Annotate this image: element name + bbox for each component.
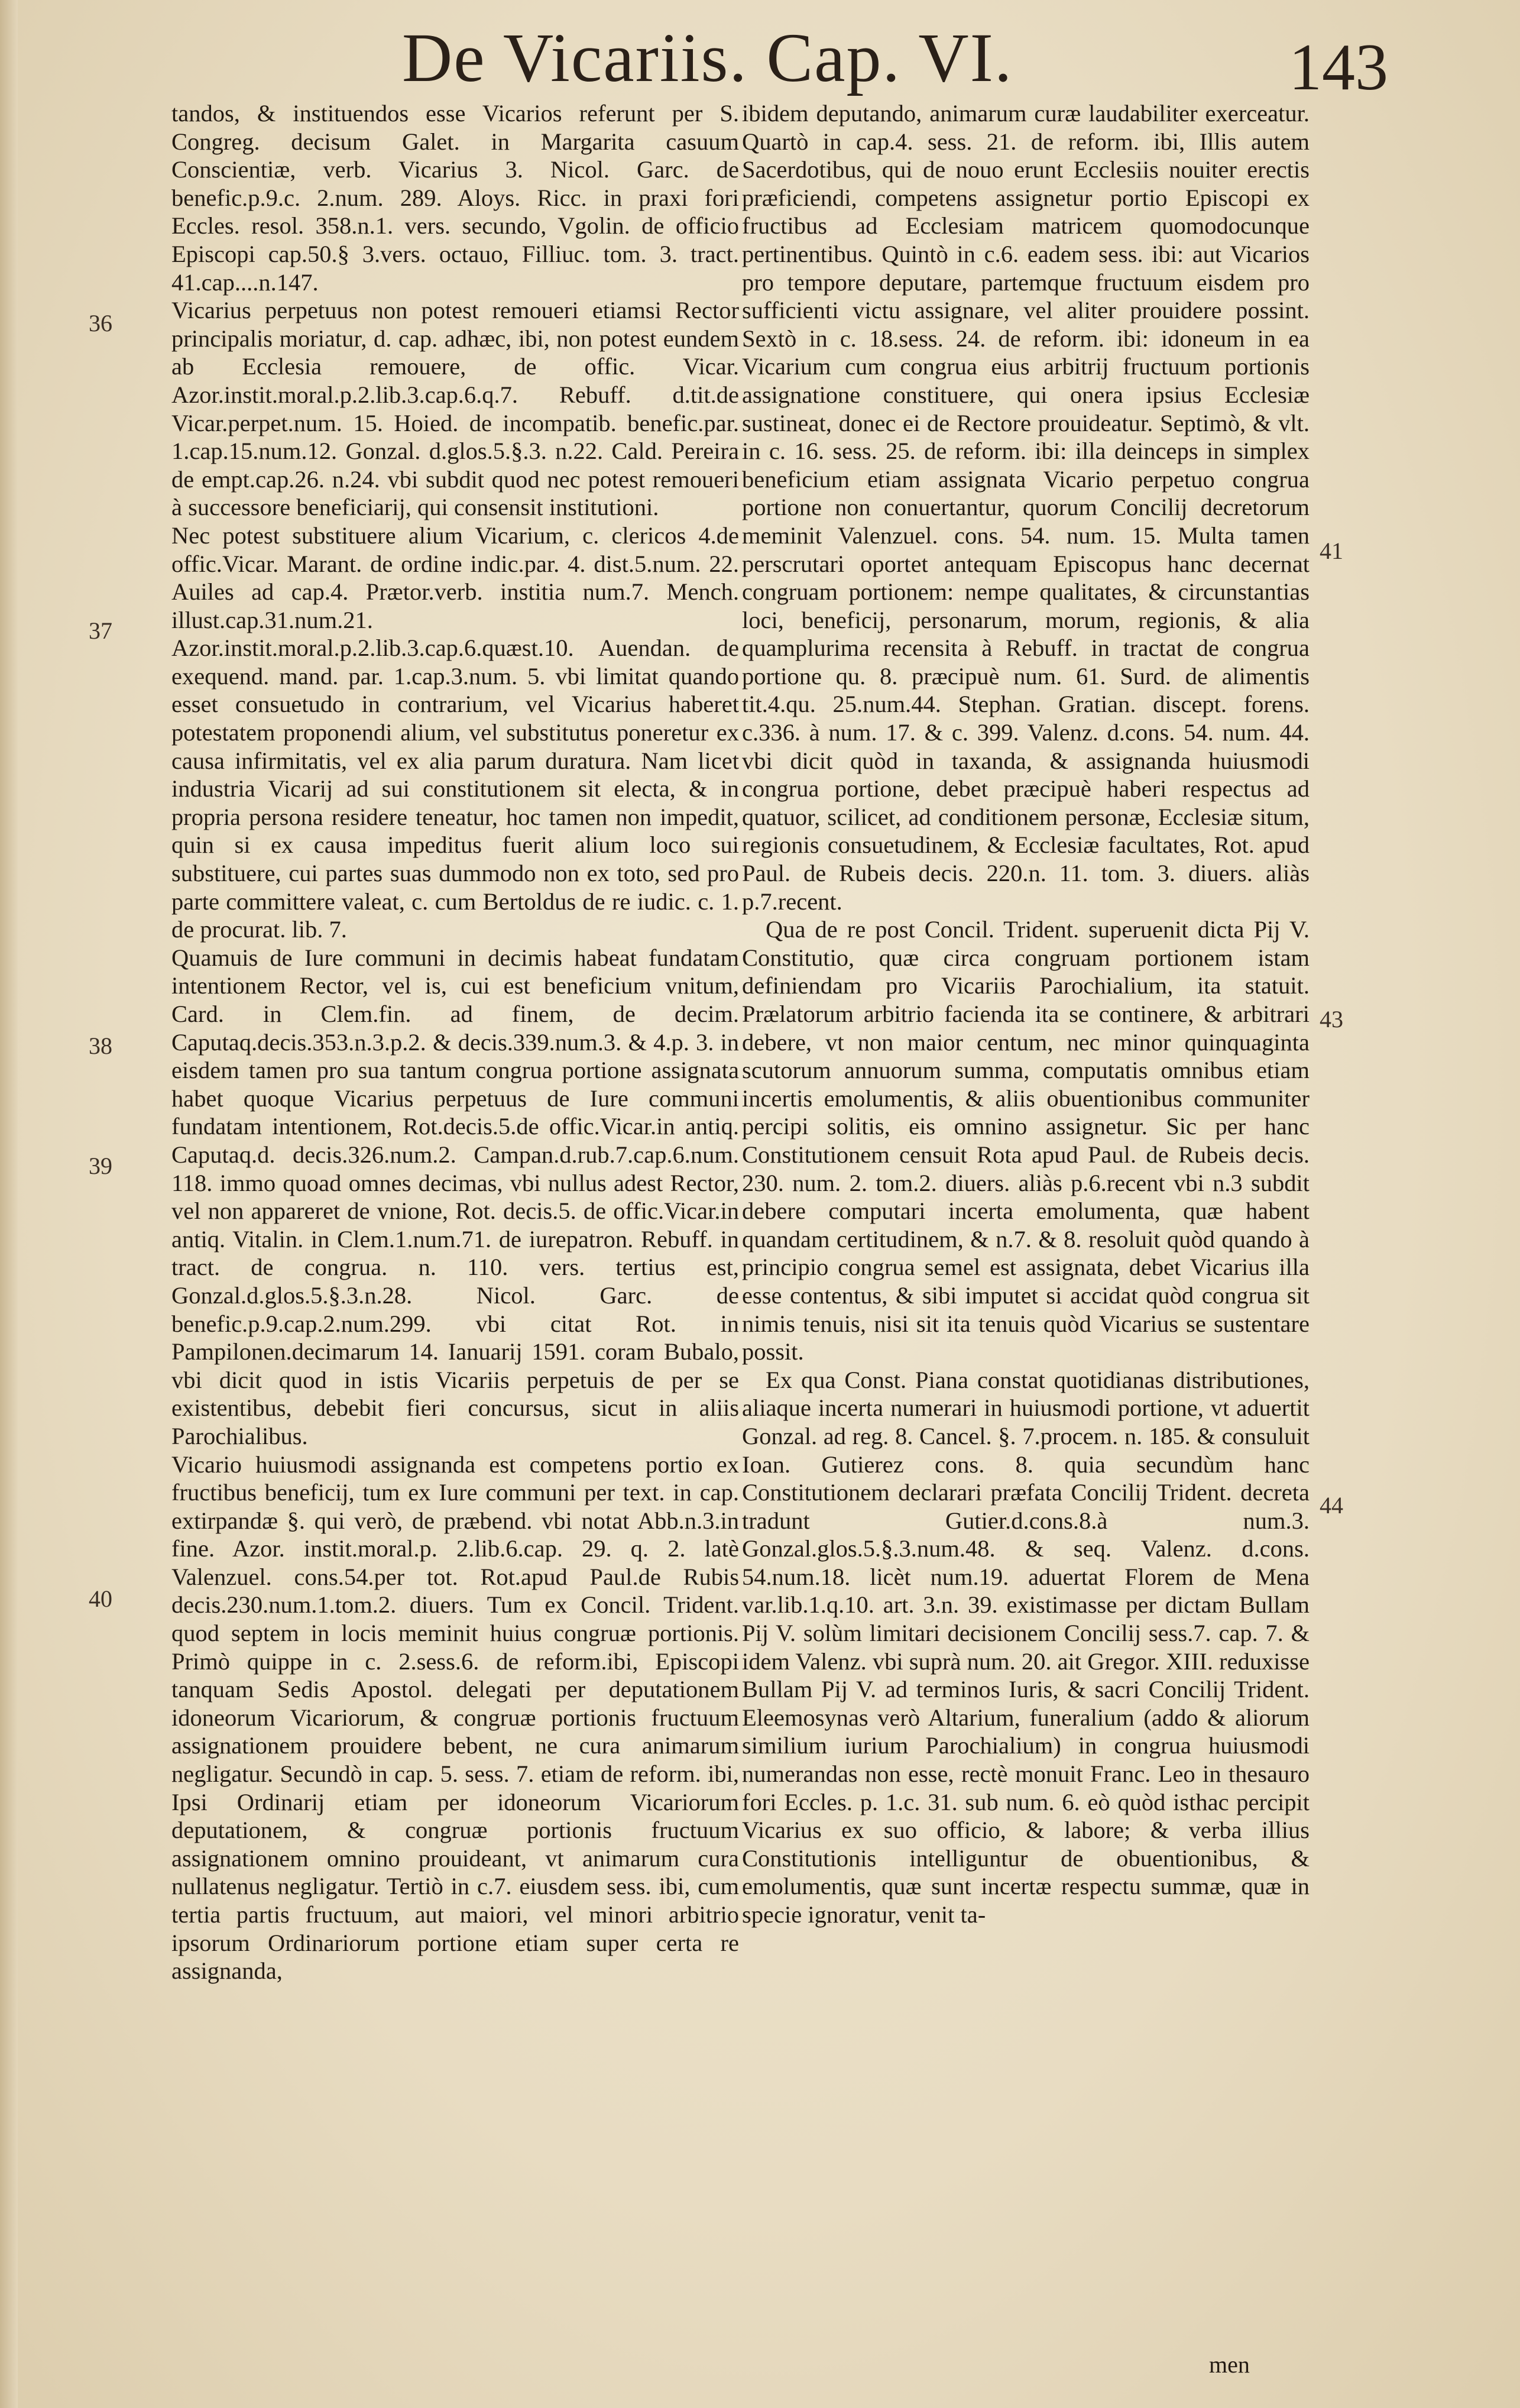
paragraph-number: 44 [1320,1492,1343,1519]
paragraph-number: 43 [1320,1006,1343,1033]
paragraph: tandos, & instituendos esse Vicarios referunt per S. Congreg. decisum Galet. in Margarita casuum Conscientiæ, verb. Vicarius 3. Nicol. Garc. de benefic.p.9.c. 2.num. 289. Aloys. Ricc. in praxi fori Eccles. resol. 358.n.1. vers. secundo, Vgolin. de officio Episcopi cap.50.§ 3.vers. octauo, Filliuc. tom. 3. tract. 41.cap....n.147. [171,100,739,296]
paragraph: ibidem deputando, animarum curæ laudabiliter exerceatur. Quartò in cap.4. sess. 21. de reform. ibi, Illis autem Sacerdotibus, qui de nouo erunt Ecclesiis nouiter erectis præficiendi, competens assignetur portio Episcopi ex fructibus ad Ecclesiam matricem quomodocunque pertinentibus. Quintò in c.6. eadem sess. ibi: aut Vicarios pro tempore deputare, partemque fructuum eisdem pro sufficienti victu assignare, vel aliter prouidere possint. Sextò in c. 18.sess. 24. de reform. ibi: idoneum in ea Vicarium cum congrua eius arbitrij fructuum portionis assignatione constituere, qui onera ipsius Ecclesiæ sustineat, donec ei de Rectore prouideatur. Septimò, & vlt. in c. 16. sess. 25. de reform. ibi: illa deinceps in simplex beneficium etiam assignata Vicario perpetuo congrua portione non conuertantur, quorum Concilij decretorum meminit Valenzuel. cons. 54. num. 15. Multa tamen perscrutari oportet antequam Episcopus hanc decernat congruam portionem: nempe qualitates, & circunstantias loci, beneficij, personarum, morum, regionis, & alia quamplurima recensita à Rebuff. in tractat de congrua portione qu. 8. præcipuè num. 61. Surd. de alimentis tit.4.qu. 25.num.44. Stephan. Gratian. discept. forens. c.336. à num. 17. & c. 399. Valenz. d.cons. 54. num. 44. vbi dicit quòd in taxanda, & assignanda huiusmodi congrua portione, debet præcipuè haberi respectus ad quatuor, scilicet, ad conditionem personæ, Ecclesiæ situm, regionis consuetudinem, & Ecclesiæ facultates, Rot. apud Paul. de Rubeis decis. 220.n. 11. tom. 3. diuers. aliàs p.7.recent. [742,100,1310,915]
right-column [742,99,1310,1929]
paragraph-number: 41 [1320,538,1343,564]
page-number: 143 [1289,31,1388,104]
paragraph-number: 40 [89,1585,112,1612]
left-column [171,99,739,1985]
paragraph-number: 39 [89,1153,112,1179]
paragraph: Nec potest substituere alium Vicarium, c. clericos 4.de offic.Vicar. Marant. de ordine indic.par. 4. dist.5.num. 22. Auiles ad cap.4. Prætor.verb. institia num.7. Mench. illust.cap.31.num.21. Azor.instit.moral.p.2.lib.3.cap.6.quæst.10. Auendan. de exequend. mand. par. 1.cap.3.num. 5. vbi limitat quando esset consuetudo in contrarium, vel Vicarius haberet potestatem proponendi alium, vel substitutus poneretur ex causa infirmitatis, vel ex alia parum duratura. Nam licet industria Vicarij ad sui constitutionem sit electa, & in propria persona residere teneatur, hoc tamen non impedit, quin si ex causa impeditus fuerit alium loco sui substituere, cui partes suas dummodo non ex toto, sed pro parte committere valeat, c. cum Bertoldus de re iudic. c. 1. de procurat. lib. 7. [171,522,739,943]
paragraph-number: 36 [89,310,112,336]
running-title: De Vicariis. Cap. VI. [402,19,1013,96]
paragraph: Vicarius perpetuus non potest remoueri etiamsi Rector principalis moriatur, d. cap. adhæc, ibi, non potest eundem ab Ecclesia remouere, de offic. Vicar. Azor.instit.moral.p.2.lib.3.cap.6.q.7. Rebuff. d.tit.de Vicar.perpet.num. 15. Hoied. de incompatib. benefic.par. 1.cap.15.num.12. Gonzal. d.glos.5.§.3. n.22. Cald. Pereira de empt.cap.26. n.24. vbi subdit quod nec potest remoueri à successore beneficiarij, qui consensit institutioni. [171,297,739,521]
paragraph: Ex qua Const. Piana constat quotidianas distributiones, aliaque incerta numerari in huiusmodi portione, vt aduertit Gonzal. ad reg. 8. Cancel. §. 7.procem. n. 185. & consuluit Ioan. Gutierez cons. 8. quia secundùm hanc Constitutionem declarari præfata Concilij Trident. decreta tradunt Gutier.d.cons.8.à num.3. Gonzal.glos.5.§.3.num.48. & seq. Valenz. d.cons. 54.num.18. licèt num.19. aduertat Florem de Mena var.lib.1.q.10. art. 3.n. 39. existimasse per dictam Bullam Pij V. solùm limitari decisionem Concilij sess.7. cap. 7. & idem Valenz. vbi suprà num. 20. ait Gregor. XIII. reduxisse Bullam Pij V. ad terminos Iuris, & sacri Concilij Trident. Eleemosynas verò Altarium, funeralium (addo & aliorum similium iurium Parochialium) in congrua huiusmodi numerandas non esse, rectè monuit Franc. Leo in thesauro fori Eccles. p. 1.c. 31. sub num. 6. eò quòd isthac percipit Vicarius ex suo officio, & labore; & verba illius Constitutionis intelliguntur de obuentionibus, & emolumentis, quæ sunt incertæ respectu summæ, quæ in specie ignoratur, venit ta- [742,1366,1310,1928]
catchword: men [1209,2351,1250,2378]
paragraph-number: 38 [89,1033,112,1059]
paragraph: Quamuis de Iure communi in decimis habeat fundatam intentionem Rector, vel is, cui est beneficium vnitum, Card. in Clem.fin. ad finem, de decim. Caputaq.decis.353.n.3.p.2. & decis.339.num.3. & 4.p. 3. in eisdem tamen pro sua tantum congrua portione assignata habet quoque Vicarius perpetuus de Iure communi fundatam intentionem, Rot.decis.5.de offic.Vicar.in antiq. Caputaq.d. decis.326.num.2. Campan.d.rub.7.cap.6.num. 118. immo quoad omnes decimas, vbi nullus adest Rector, vel non appareret de vnione, Rot. decis.5. de offic.Vicar.in antiq. Vitalin. in Clem.1.num.71. de iurepatron. Rebuff. in tract. de congrua. n. 110. vers. tertius est, Gonzal.d.glos.5.§.3.n.28. Nicol. Garc. de benefic.p.9.cap.2.num.299. vbi citat Rot. in Pampilonen.decimarum 14. Ianuarij 1591. coram Bubalo, vbi dicit quod in istis Vicariis perpetuis de per se existentibus, debebit fieri concursus, sicut in aliis Parochialibus. [171,944,739,1449]
paragraph: Qua de re post Concil. Trident. superuenit dicta Pij V. Constitutio, quæ circa congruam portionem istam definiendam pro Vicariis Parochialium, ita statuit. Prælatorum arbitrio facienda ita se continere, & arbitrari debere, vt non maior centum, nec minor quinquaginta scutorum annuorum summa, computatis omnibus etiam incertis emolumentis, & aliis obuentionibus communiter percipi solitis, eis omnino assignetur. Sic per hanc Constitutionem censuit Rota apud Paul. de Rubeis decis. 230. num. 2. tom.2. diuers. aliàs p.6.recent vbi n.3 subdit debere computari incerta emolumenta, quæ habent quandam certitudinem, & n.7. & 8. resoluit quòd quando à principio congrua semel est assignata, debet Vicarius illa esse contentus, & sibi imputet si accidat quòd congrua sit nimis tenuis, nisi sit ita tenuis quòd Vicarius se sustentare possit. [742,916,1310,1365]
paragraph-number: 37 [89,617,112,644]
page-edge [0,0,18,2408]
paragraph: Vicario huiusmodi assignanda est competens portio ex fructibus beneficij, tum ex Iure communi per text. in cap. extirpandæ §. qui verò, de præbend. vbi notat Abb.n.3.in fine. Azor. instit.moral.p. 2.lib.6.cap. 29. q. 2. latè Valenzuel. cons.54.per tot. Rot.apud Paul.de Rubis decis.230.num.1.tom.2. diuers. Tum ex Concil. Trident. quod septem in locis meminit huius congruæ portionis. Primò quippe in c. 2.sess.6. de reform.ibi, Episcopi tanquam Sedis Apostol. delegati per deputationem idoneorum Vicariorum, & congruæ portionis fructuum assignationem prouidere bebent, ne cura animarum negligatur. Secundò in cap. 5. sess. 7. etiam de reform. ibi, Ipsi Ordinarij etiam per idoneorum Vicariorum deputationem, & congruæ portionis fructuum assignationem omnino prouideant, vt animarum cura nullatenus negligatur. Tertiò in c.7. eiusdem sess. ibi, cum tertia partis fructuum, aut maiori, vel minori arbitrio ipsorum Ordinariorum portione etiam super certa re assignanda, [171,1451,739,1985]
